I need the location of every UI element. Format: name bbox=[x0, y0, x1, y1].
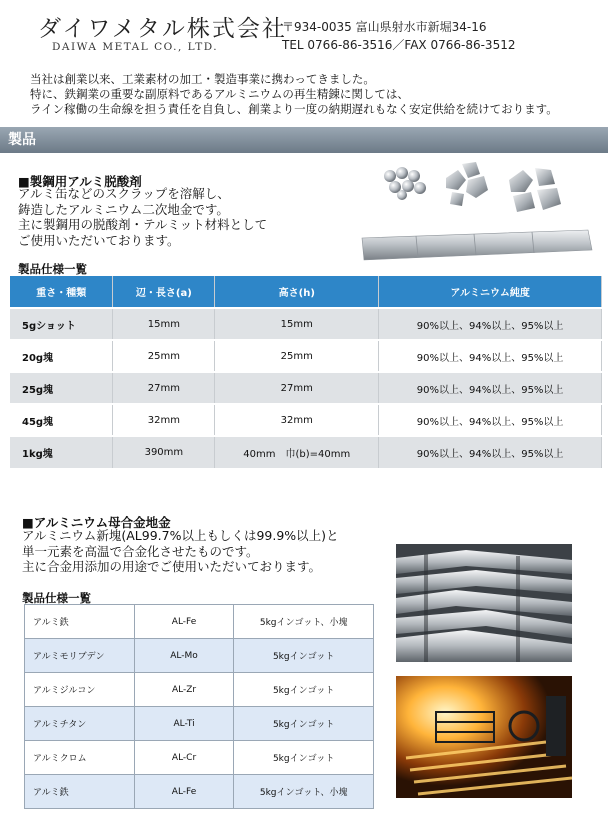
table-cell: AL-Fe bbox=[134, 775, 234, 809]
product2-spec-table bbox=[24, 604, 374, 809]
table-cell: 25mm bbox=[113, 340, 215, 372]
desc-line: 主に合金用添加の用途でご使用いただいております。 bbox=[22, 559, 322, 574]
table-row bbox=[25, 775, 374, 809]
table-cell: 90%以上、94%以上、95%以上 bbox=[379, 308, 602, 340]
table-cell: アルミモリブデン bbox=[25, 639, 135, 673]
desc-line: ご使用いただいております。 bbox=[18, 232, 180, 248]
table-row bbox=[25, 605, 374, 639]
table-cell: 90%以上、94%以上、95%以上 bbox=[379, 340, 602, 372]
company-tel-fax: TEL 0766-86-3516／FAX 0766-86-3512 bbox=[282, 38, 516, 52]
column-header: 高さ(h) bbox=[215, 276, 379, 308]
table-cell: AL-Zr bbox=[134, 673, 234, 707]
table-row bbox=[10, 340, 602, 372]
table-row bbox=[10, 404, 602, 436]
company-name-jp: ダイワメタル株式会社 bbox=[38, 16, 287, 42]
table-cell: 5kgインゴット bbox=[234, 741, 374, 775]
table-cell: 5gショット bbox=[10, 308, 113, 340]
product1-spec-title: 製品仕様一覧 bbox=[18, 262, 87, 276]
table-cell: AL-Fe bbox=[134, 605, 234, 639]
company-name-en: DAIWA METAL CO., LTD. bbox=[52, 41, 219, 53]
product2-title: ■アルミニウム母合金地金 bbox=[22, 515, 171, 530]
table-cell: 27mm bbox=[215, 372, 379, 404]
table-cell: AL-Ti bbox=[134, 707, 234, 741]
product1-title: ■製鋼用アルミ脱酸剤 bbox=[18, 174, 142, 189]
desc-line: アルミ缶などのスクラップを溶解し、 bbox=[18, 186, 230, 201]
desc-line: 単一元素を高温で合金化させたものです。 bbox=[22, 543, 259, 559]
shot-pellets-image bbox=[380, 164, 428, 200]
table-cell: 27mm bbox=[113, 372, 215, 404]
aluminum-chunks-image bbox=[440, 158, 492, 210]
desc-line: 鋳造したアルミニウム二次地金です。 bbox=[18, 201, 229, 217]
table-cell: 20g塊 bbox=[10, 340, 113, 372]
table-cell: 5kgインゴット、小塊 bbox=[234, 775, 374, 809]
table-cell: 25mm bbox=[215, 340, 379, 372]
product2-spec-title: 製品仕様一覧 bbox=[22, 591, 91, 605]
table-cell: 1kg塊 bbox=[10, 436, 113, 468]
product1-description bbox=[18, 186, 267, 248]
desc-line: 主に製鋼用の脱酸剤・テルミット材料として bbox=[18, 217, 268, 232]
aluminum-ingot-bar-image bbox=[356, 228, 594, 262]
column-header: 辺・長さ(a) bbox=[113, 276, 215, 308]
aluminum-lumps-image bbox=[505, 162, 563, 214]
table-row bbox=[25, 707, 374, 741]
product2-description bbox=[22, 528, 339, 575]
furnace-casting-photo bbox=[396, 676, 572, 798]
table-cell: 390mm bbox=[113, 436, 215, 468]
table-header-row bbox=[10, 276, 602, 308]
column-header: 重さ・種類 bbox=[10, 276, 113, 308]
table-cell: 15mm bbox=[113, 308, 215, 340]
table-row bbox=[10, 436, 602, 468]
intro-line: 特に、鉄鋼業の重要な副原料であるアルミニウムの再生精錬に関しては、 bbox=[30, 87, 409, 101]
table-row bbox=[25, 639, 374, 673]
table-cell: 45g塊 bbox=[10, 404, 113, 436]
table-cell: アルミクロム bbox=[25, 741, 135, 775]
desc-line: アルミニウム新塊(AL99.7%以上もしくは99.9%以上)と bbox=[22, 528, 339, 543]
table-cell: アルミジルコン bbox=[25, 673, 135, 707]
table-cell: 32mm bbox=[113, 404, 215, 436]
table-cell: 5kgインゴット bbox=[234, 639, 374, 673]
table-cell: 90%以上、94%以上、95%以上 bbox=[379, 372, 602, 404]
intro-line: ライン稼働の生命線を担う責任を自負し、創業より一度の納期遅れもなく安定供給を続けております。 bbox=[30, 102, 558, 116]
table-cell: 90%以上、94%以上、95%以上 bbox=[379, 436, 602, 468]
table-cell: 15mm bbox=[215, 308, 379, 340]
table-cell: アルミ鉄 bbox=[25, 605, 135, 639]
table-cell: AL-Mo bbox=[134, 639, 234, 673]
section-header-products: 製品 bbox=[0, 127, 608, 153]
table-cell: アルミチタン bbox=[25, 707, 135, 741]
table-row bbox=[25, 673, 374, 707]
ingot-stack-photo bbox=[396, 544, 572, 662]
table-cell: 5kgインゴット、小塊 bbox=[234, 605, 374, 639]
company-address: 〒934-0035 富山県射水市新堀34-16 bbox=[282, 20, 487, 34]
intro-line: 当社は創業以来、工業素材の加工・製造事業に携わってきました。 bbox=[30, 72, 375, 86]
table-row bbox=[25, 741, 374, 775]
table-cell: 5kgインゴット bbox=[234, 707, 374, 741]
table-cell: 40mm 巾(b)=40mm bbox=[215, 436, 379, 468]
table-cell: 90%以上、94%以上、95%以上 bbox=[379, 404, 602, 436]
product1-spec-table bbox=[10, 276, 602, 468]
table-cell: 32mm bbox=[215, 404, 379, 436]
table-cell: AL-Cr bbox=[134, 741, 234, 775]
intro-text bbox=[30, 72, 558, 117]
table-cell: 25g塊 bbox=[10, 372, 113, 404]
table-row bbox=[10, 308, 602, 340]
table-cell: アルミ鉄 bbox=[25, 775, 135, 809]
table-row bbox=[10, 372, 602, 404]
column-header: アルミニウム純度 bbox=[379, 276, 602, 308]
table-cell: 5kgインゴット bbox=[234, 673, 374, 707]
